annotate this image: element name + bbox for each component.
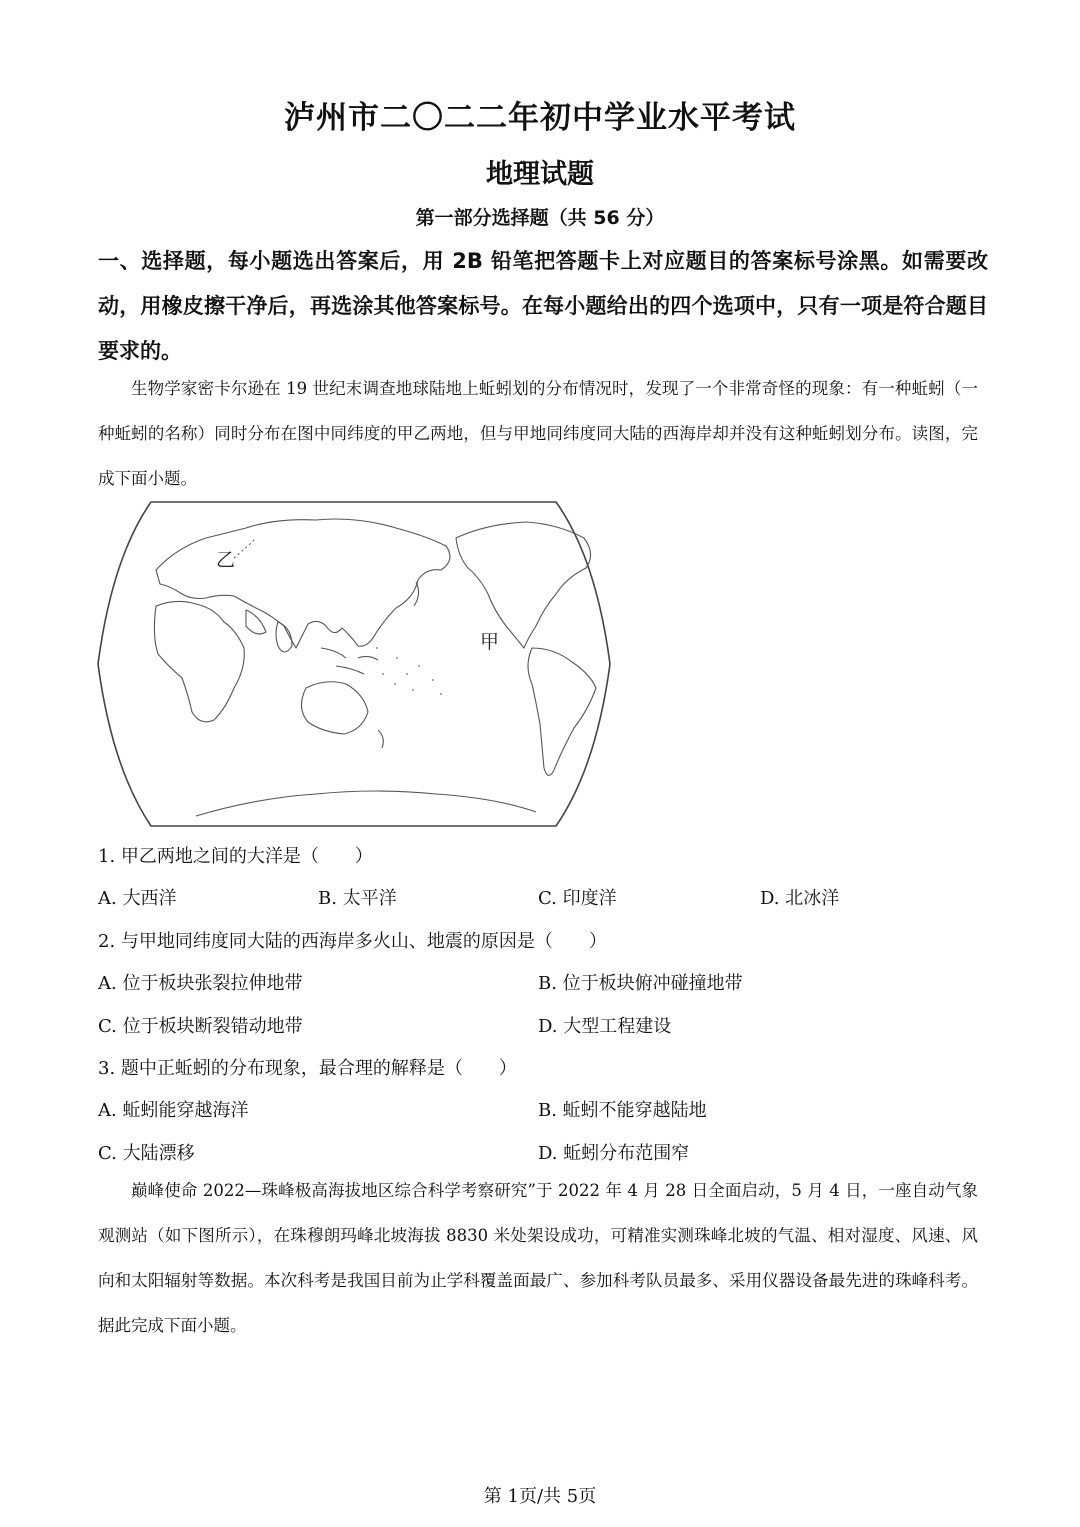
question-2-option-b[interactable]: B. 位于板块俯冲碰撞地带 — [538, 973, 743, 994]
question-2-option-a[interactable]: A. 位于板块张裂拉伸地带 — [98, 973, 303, 994]
part-heading: 第一部分选择题（共 56 分） — [415, 207, 665, 229]
question-1-option-c[interactable]: C. 印度洋 — [538, 888, 617, 909]
question-3-option-b[interactable]: B. 蚯蚓不能穿越陆地 — [538, 1100, 707, 1121]
passage-earthworm: 生物学家密卡尔逊在 19 世纪末调查地球陆地上蚯蚓划的分布情况时，发现了一个非常奇怪的现象：有一种蚯蚓（一种蚯蚓的名称）同时分布在图中同纬度的甲乙两地，但与甲地同纬度同大陆的西海岸却并没有这种蚯蚓划分布。读图，完成下面小题。 — [98, 379, 978, 488]
question-3-option-d[interactable]: D. 蚯蚓分布范围窄 — [538, 1143, 690, 1164]
map-frame — [98, 502, 610, 826]
question-2-option-c[interactable]: C. 位于板块断裂错动地带 — [98, 1016, 303, 1037]
map-label-yi: 乙 — [216, 549, 236, 571]
world-map-figure — [96, 498, 612, 830]
question-3-option-a[interactable]: A. 蚯蚓能穿越海洋 — [98, 1100, 249, 1121]
antarctica-landmass — [196, 791, 536, 816]
question-3-stem: 3. 题中正蚯蚓的分布现象，最合理的解释是（ ） — [98, 1058, 517, 1079]
question-1-option-b[interactable]: B. 太平洋 — [318, 888, 397, 909]
question-2-stem: 2. 与甲地同纬度同大陆的西海岸多火山、地震的原因是（ ） — [98, 931, 607, 952]
page-footer: 第 1页/共 5页 — [483, 1486, 597, 1507]
eurasia-landmass — [156, 519, 450, 648]
exam-subtitle: 地理试题 — [486, 159, 594, 190]
australia-landmass — [301, 682, 368, 734]
north-america-landmass — [456, 522, 591, 648]
question-1-stem: 1. 甲乙两地之间的大洋是（ ） — [98, 846, 373, 867]
question-2-option-d[interactable]: D. 大型工程建设 — [538, 1016, 672, 1037]
question-3-option-c[interactable]: C. 大陆漂移 — [98, 1143, 195, 1164]
section-instruction: 一、选择题，每小题选出答案后，用 2B 铅笔把答题卡上对应题目的答案标号涂黑。如需要改动，用橡皮擦干净后，再选涂其他答案标号。在每小题给出的四个选项中，只有一项是符合题目要求的。 — [98, 249, 988, 363]
africa-landmass — [154, 601, 244, 721]
passage-everest: 巅峰使命 2022—珠峰极高海拔地区综合科学考察研究”于 2022 年 4 月 28 日全面启动，5 月 4 日，一座自动气象观测站（如下图所示），在珠穆朗玛峰北坡海拔 8830 米处架设成功，可精准实测珠峰北坡的气温、相对湿度、风速、风向和太阳辐射等数据。本次科考是我国目前为止学科覆盖面最广、参加科考队员最多、采用仪器设备最先进的珠峰科考。据此完成下面小题。 — [98, 1181, 978, 1335]
question-1-option-a[interactable]: A. 大西洋 — [98, 888, 177, 909]
question-1-option-d[interactable]: D. 北冰洋 — [760, 888, 840, 909]
south-america-landmass — [528, 648, 596, 776]
exam-title: 泸州市二〇二二年初中学业水平考试 — [284, 100, 796, 136]
map-label-jia: 甲 — [480, 631, 500, 653]
